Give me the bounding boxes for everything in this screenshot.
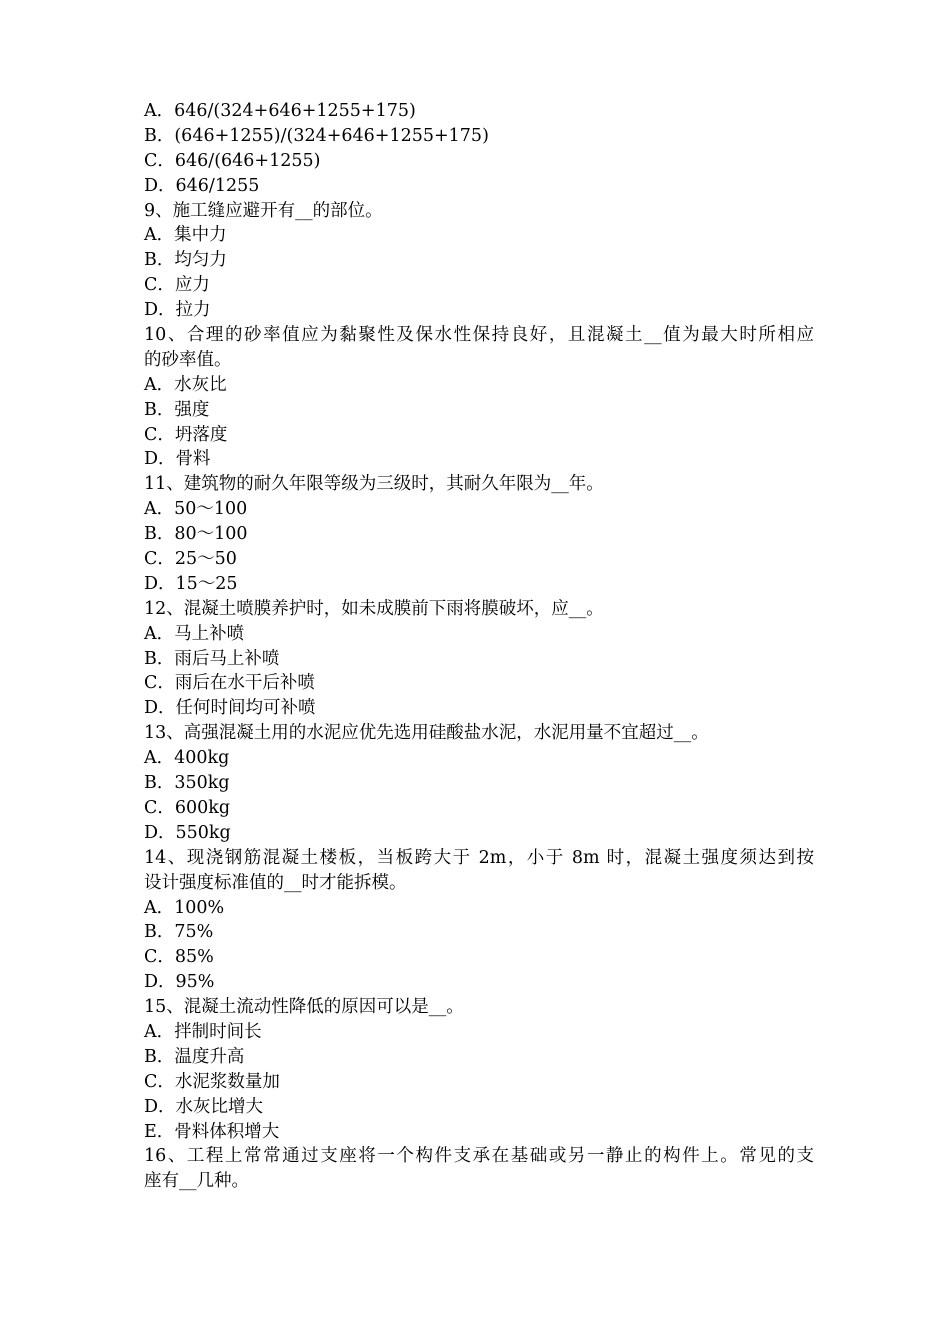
option-line: B．雨后马上补喷 [144,648,280,669]
option-line: A．拌制时间长 [144,1021,262,1042]
question-line: 15、混凝土流动性降低的原因可以是__。 [144,997,464,1018]
option-line: A．集中力 [144,225,227,246]
option-line: B．(646+1255)/(324+646+1255+175) [144,125,489,146]
option-line: B．均匀力 [144,250,227,271]
option-line: D．水灰比增大 [144,1096,264,1117]
option-line: C．坍落度 [144,424,228,445]
question-line: 16、工程上常常通过支座将一个构件支承在基础或另一静止的构件上。常见的支 [144,1146,814,1167]
option-line: C．85% [144,947,214,968]
option-line: A．646/(324+646+1255+175) [144,101,416,121]
option-line: D．拉力 [144,300,211,321]
option-line: C．水泥浆数量加 [144,1071,280,1092]
option-line: C．25～50 [144,549,237,570]
option-line: C．应力 [144,275,210,296]
option-line: A．400kg [144,748,230,769]
question-line: 的砂率值。 [144,349,232,370]
option-line: C．646/(646+1255) [144,150,321,171]
option-line: B．温度升高 [144,1046,245,1067]
option-line: D．任何时间均可补喷 [144,698,316,719]
option-line: D．15～25 [144,573,238,594]
document-body [144,99,814,1194]
question-line: 9、施工缝应避开有__的部位。 [144,200,383,221]
option-line: A．马上补喷 [144,623,245,644]
option-line: D．骨料 [144,449,211,470]
option-line: C．600kg [144,797,231,818]
question-line: 10、合理的砂率值应为黏聚性及保水性保持良好，且混凝土__值为最大时所相应 [144,325,814,346]
option-line: C．雨后在水干后补喷 [144,673,315,694]
option-line: D．95% [144,972,215,993]
question-line: 13、高强混凝土用的水泥应优先选用硅酸盐水泥，水泥用量不宜超过__。 [144,723,709,744]
question-line: 12、混凝土喷膜养护时，如未成膜前下雨将膜破坏，应__。 [144,598,604,619]
option-line: A．50～100 [144,499,248,520]
question-line: 11、建筑物的耐久年限等级为三级时，其耐久年限为__年。 [144,474,604,495]
option-line: E．骨料体积增大 [144,1121,280,1142]
question-line: 设计强度标准值的__时才能拆模。 [144,872,407,893]
option-line: D．646/1255 [144,175,260,196]
option-line: B．350kg [144,773,230,794]
question-line: 座有__几种。 [144,1171,249,1192]
option-line: A．100% [144,897,225,918]
question-line: 14、现浇钢筋混凝土楼板，当板跨大于 2m，小于 8m 时，混凝土强度须达到按 [144,847,814,868]
option-line: B．75% [144,922,214,943]
option-line: B．强度 [144,399,210,420]
option-line: D．550kg [144,822,231,843]
option-line: B．80～100 [144,524,248,545]
option-line: A．水灰比 [144,374,227,395]
